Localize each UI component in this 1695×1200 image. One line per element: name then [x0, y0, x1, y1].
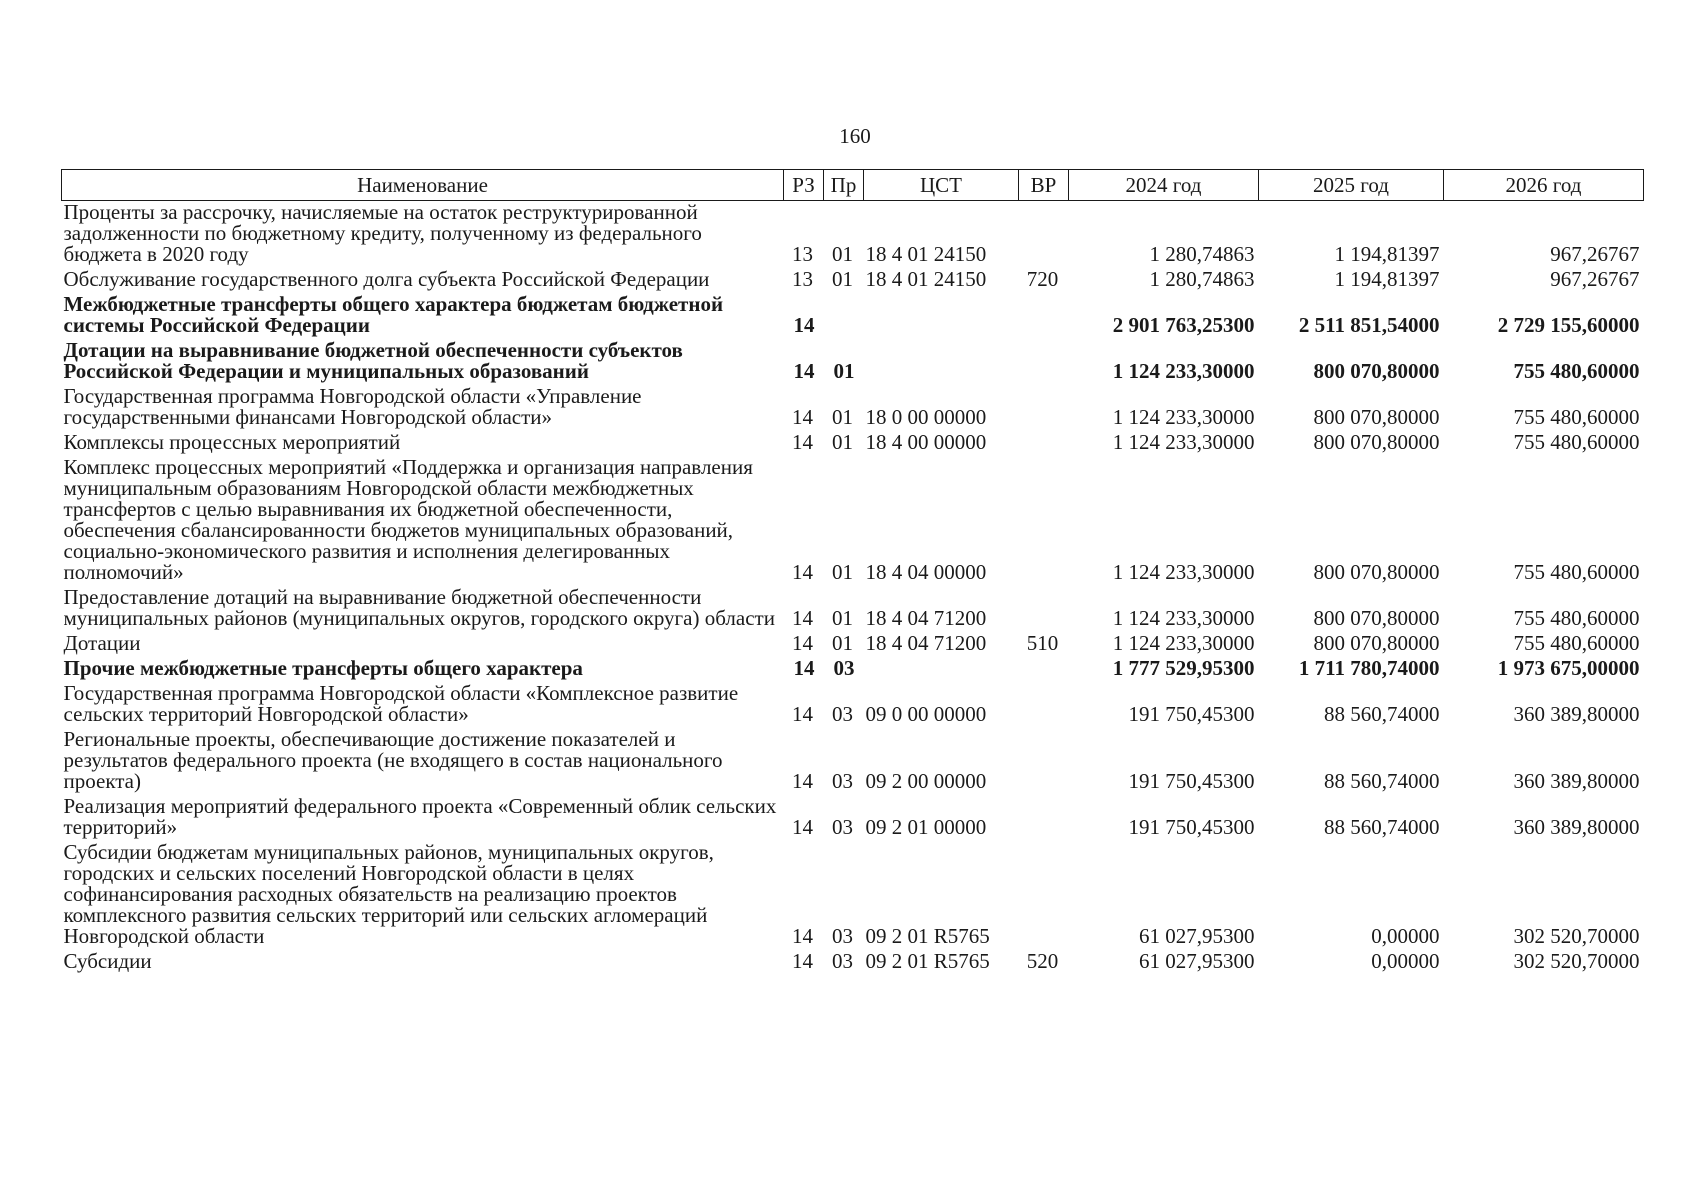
cell-rz: 13: [792, 242, 813, 266]
table-row: [62, 682, 1644, 728]
cell-pr: 01: [833, 359, 855, 383]
cell-name: Государственная программа Новгородской области «Управление государственными финансами Новгородской области»: [63, 384, 642, 429]
table-row: [62, 841, 1644, 950]
table-row: [62, 293, 1644, 339]
cell-name: Межбюджетные трансферты общего характера бюджетам бюджетной системы Российской Федерации: [63, 292, 724, 337]
cell-name: Субсидии: [63, 949, 152, 973]
cell-2025: 800 070,80000: [1313, 631, 1440, 655]
table-body: [62, 201, 1644, 976]
cell-cst: [864, 657, 1019, 682]
cell-2026: 755 480,60000: [1513, 560, 1640, 584]
cell-rz: 14: [793, 656, 815, 680]
cell-2025: 0,00000: [1371, 924, 1440, 948]
cell-2025: 800 070,80000: [1313, 359, 1440, 383]
cell-pr: 03: [832, 924, 853, 948]
cell-vr: [1019, 385, 1069, 431]
cell-2026: 755 480,60000: [1513, 606, 1640, 630]
cell-2025: 1 194,81397: [1334, 242, 1440, 266]
cell-pr: 01: [832, 405, 853, 429]
cell-cst: [864, 293, 1019, 339]
cell-vr: [1019, 431, 1069, 456]
cell-rz: 14: [792, 631, 813, 655]
cell-2024: 191 750,45300: [1128, 815, 1255, 839]
cell-pr: [824, 293, 864, 339]
cell-2025: 800 070,80000: [1313, 430, 1440, 454]
table-row: [62, 657, 1644, 682]
cell-2024: 1 124 233,30000: [1112, 631, 1255, 655]
table-row: [62, 339, 1644, 385]
cell-name: Реализация мероприятий федерального проекта «Современный облик сельских территорий»: [63, 794, 777, 839]
header-name: Наименование: [62, 170, 784, 201]
cell-cst: 09 0 00 00000: [865, 702, 987, 726]
page-number: 160: [839, 124, 871, 148]
cell-2024: 1 124 233,30000: [1112, 560, 1255, 584]
table-row: [62, 728, 1644, 795]
header-cst: ЦСТ: [864, 170, 1019, 201]
cell-rz: 14: [793, 313, 815, 337]
cell-vr: [1019, 201, 1069, 269]
cell-pr: 01: [832, 430, 853, 454]
cell-2024: 2 901 763,25300: [1112, 313, 1255, 337]
cell-pr: 01: [832, 267, 853, 291]
cell-name: Комплекс процессных мероприятий «Поддержка и организация направления муниципальным образованиям Новгородской области межбюджетных трансфертов с целью выравнивания их бюджетной обеспеченности, обеспечения сбалансированности бюджетов муниципальных образований, социально-экономического развития и исполнения делегированных полномочий»: [63, 455, 753, 584]
cell-name: Региональные проекты, обеспечивающие достижение показателей и результатов федерального проекта (не входящего в состав национального проекта): [63, 727, 723, 793]
cell-vr: [1019, 586, 1069, 632]
cell-rz: 14: [793, 359, 815, 383]
cell-2025: 88 560,74000: [1324, 702, 1440, 726]
cell-2024: 1 280,74863: [1149, 267, 1255, 291]
cell-rz: 14: [792, 815, 813, 839]
cell-name: Предоставление дотаций на выравнивание бюджетной обеспеченности муниципальных районов (муниципальных округов, городского округа) области: [63, 585, 775, 630]
cell-2024: 1 124 233,30000: [1112, 606, 1255, 630]
cell-2025: 800 070,80000: [1313, 560, 1440, 584]
cell-vr: [1019, 456, 1069, 586]
cell-pr: 03: [832, 815, 853, 839]
table-header-row: [62, 170, 1644, 201]
cell-2024: 1 124 233,30000: [1112, 405, 1255, 429]
cell-rz: 14: [792, 560, 813, 584]
cell-cst: 18 4 00 00000: [865, 430, 987, 454]
cell-vr: 520: [1026, 949, 1059, 973]
cell-pr: 01: [832, 631, 853, 655]
cell-rz: 14: [792, 405, 813, 429]
cell-2024: 191 750,45300: [1128, 702, 1255, 726]
cell-vr: [1019, 293, 1069, 339]
cell-name: Государственная программа Новгородской области «Комплексное развитие сельских территорий Новгородской области»: [63, 681, 739, 726]
cell-name: Дотации: [63, 631, 141, 655]
cell-rz: 14: [792, 606, 813, 630]
header-vr: ВР: [1019, 170, 1069, 201]
header-2024: 2024 год: [1069, 170, 1259, 201]
cell-2026: 360 389,80000: [1513, 769, 1640, 793]
cell-2024: 1 124 233,30000: [1112, 359, 1255, 383]
cell-2025: 800 070,80000: [1313, 606, 1440, 630]
cell-pr: 01: [832, 606, 853, 630]
cell-cst: 18 4 04 00000: [865, 560, 987, 584]
cell-2025: 2 511 851,54000: [1298, 313, 1440, 337]
cell-pr: 03: [833, 656, 855, 680]
cell-cst: 09 2 01 R5765: [865, 924, 990, 948]
cell-vr: [1019, 795, 1069, 841]
cell-vr: [1019, 339, 1069, 385]
cell-2025: 88 560,74000: [1324, 815, 1440, 839]
cell-2026: 302 520,70000: [1513, 949, 1640, 973]
cell-cst: 18 4 01 24150: [865, 242, 987, 266]
cell-cst: 18 4 04 71200: [865, 631, 987, 655]
table-row: [62, 385, 1644, 431]
cell-cst: [864, 339, 1019, 385]
cell-cst: 09 2 01 R5765: [865, 949, 990, 973]
cell-2024: 1 280,74863: [1149, 242, 1255, 266]
cell-2026: 755 480,60000: [1513, 359, 1640, 383]
table-row: [62, 950, 1644, 975]
cell-name: Прочие межбюджетные трансферты общего характера: [63, 656, 583, 680]
cell-2026: 967,26767: [1550, 242, 1640, 266]
cell-rz: 13: [792, 267, 813, 291]
cell-cst: 18 4 01 24150: [865, 267, 987, 291]
cell-vr: 510: [1026, 631, 1059, 655]
cell-2026: 967,26767: [1550, 267, 1640, 291]
cell-vr: [1019, 657, 1069, 682]
cell-pr: 03: [832, 702, 853, 726]
table-row: [62, 431, 1644, 456]
cell-rz: 14: [792, 769, 813, 793]
cell-2026: 1 973 675,00000: [1497, 656, 1640, 680]
header-2025: 2025 год: [1259, 170, 1444, 201]
cell-rz: 14: [792, 949, 813, 973]
cell-2024: 61 027,95300: [1139, 924, 1255, 948]
cell-name: Проценты за рассрочку, начисляемые на остаток реструктурированной задолженности по бюджетному кредиту, полученному из федерального бюджета в 2020 году: [63, 200, 702, 266]
cell-name: Субсидии бюджетам муниципальных районов, муниципальных округов, городских и сельских поселений Новгородской области в целях софинансирования расходных обязательств на реализацию проектов комплексного развития сельских территорий или сельских агломераций Новгородской области: [63, 840, 714, 948]
cell-rz: 14: [792, 702, 813, 726]
cell-pr: 03: [832, 949, 853, 973]
cell-name: Обслуживание государственного долга субъекта Российской Федерации: [63, 267, 710, 291]
cell-name: Дотации на выравнивание бюджетной обеспеченности субъектов Российской Федерации и муниципальных образований: [63, 338, 683, 383]
cell-vr: [1019, 682, 1069, 728]
cell-pr: 01: [832, 560, 853, 584]
cell-2026: 302 520,70000: [1513, 924, 1640, 948]
header-2026: 2026 год: [1444, 170, 1644, 201]
cell-2025: 1 711 780,74000: [1298, 656, 1440, 680]
cell-2024: 61 027,95300: [1139, 949, 1255, 973]
cell-2026: 755 480,60000: [1513, 405, 1640, 429]
cell-2025: 1 194,81397: [1334, 267, 1440, 291]
cell-cst: 09 2 01 00000: [865, 815, 987, 839]
cell-cst: 18 4 04 71200: [865, 606, 987, 630]
cell-rz: 14: [792, 924, 813, 948]
table-row: [62, 586, 1644, 632]
cell-2026: 360 389,80000: [1513, 702, 1640, 726]
cell-2025: 800 070,80000: [1313, 405, 1440, 429]
cell-cst: 18 0 00 00000: [865, 405, 987, 429]
cell-2024: 1 124 233,30000: [1112, 430, 1255, 454]
table-row: [62, 632, 1644, 657]
cell-vr: [1019, 728, 1069, 795]
header-pr: Пр: [824, 170, 864, 201]
cell-2025: 0,00000: [1371, 949, 1440, 973]
cell-pr: 03: [832, 769, 853, 793]
table-row: [62, 456, 1644, 586]
table-row: [62, 268, 1644, 293]
cell-2024: 1 777 529,95300: [1112, 656, 1255, 680]
cell-2026: 360 389,80000: [1513, 815, 1640, 839]
cell-rz: 14: [792, 430, 813, 454]
cell-vr: 720: [1026, 267, 1059, 291]
cell-2026: 755 480,60000: [1513, 631, 1640, 655]
budget-table: [61, 169, 1644, 975]
header-rz: РЗ: [784, 170, 824, 201]
cell-2024: 191 750,45300: [1128, 769, 1255, 793]
cell-vr: [1019, 841, 1069, 950]
cell-name: Комплексы процессных мероприятий: [63, 430, 401, 454]
cell-cst: 09 2 00 00000: [865, 769, 987, 793]
table-row: [62, 795, 1644, 841]
table-row: [62, 201, 1644, 269]
cell-2026: 755 480,60000: [1513, 430, 1640, 454]
cell-pr: 01: [832, 242, 853, 266]
cell-2025: 88 560,74000: [1324, 769, 1440, 793]
cell-2026: 2 729 155,60000: [1497, 313, 1640, 337]
